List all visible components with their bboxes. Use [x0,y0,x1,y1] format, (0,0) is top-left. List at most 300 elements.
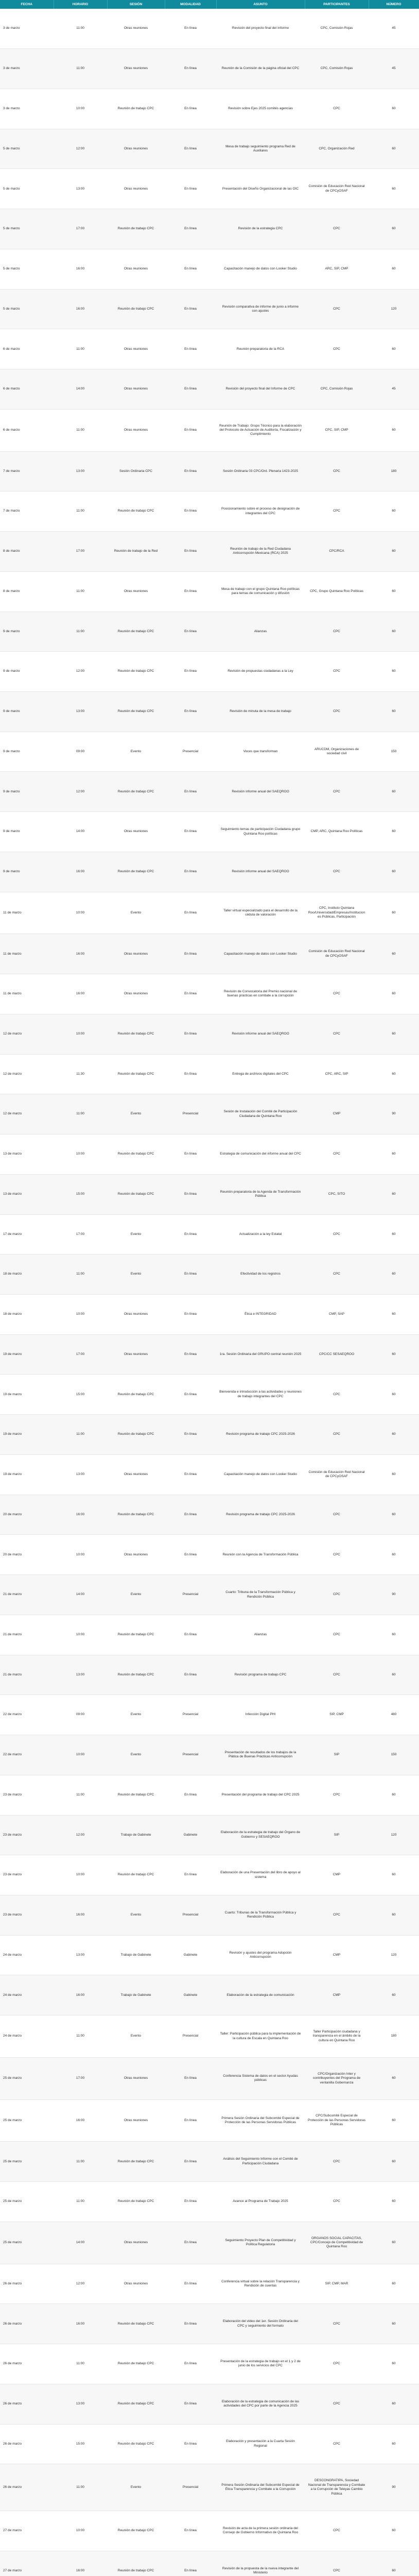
cell-asunto: Revisión de acta de la primera sesión ordinaria del Consejo de Gobierno Informativo de Quintana Roo [216,2511,305,2551]
cell-sesion: Otras reuniones [107,369,165,410]
cell-sesion: Reunión de trabajo CPC [107,852,165,892]
table-row [0,1935,419,1975]
table-row [0,9,419,49]
cell-numero: 60 [369,892,419,934]
cell-numero: 150 [369,732,419,772]
cell-asunto: Revisión de minuta de la mesa de trabajo [216,691,305,732]
cell-horario: 13:00 [54,169,107,209]
cell-participantes: CPC [305,2182,369,2222]
cell-sesion: Reunión de trabajo CPC [107,612,165,652]
cell-sesion: Otras reuniones [107,812,165,852]
cell-participantes: CMP [305,1935,369,1975]
cell-modalidad: En línea [165,612,216,652]
cell-participantes: CPC, Grupo Quintana Roo Políticas [305,571,369,612]
cell-sesion: Trabajo de Gabinete [107,1975,165,2015]
table-row [0,169,419,209]
cell-asunto: Mesa de trabajo seguimiento programa Red de Auxiliares [216,129,305,169]
cell-numero: 480 [369,1695,419,1735]
cell-numero: 60 [369,571,419,612]
cell-sesion: Otras reuniones [107,249,165,289]
cell-numero: 60 [369,1174,419,1214]
cell-participantes: CPC [305,1615,369,1655]
cell-numero: 60 [369,2551,419,2576]
cell-participantes: CPC [305,451,369,492]
cell-asunto: Revisión de Convocatoria del Premio nacional de buenas prácticas en combate a la corrupción [216,974,305,1014]
table-row [0,2304,419,2344]
cell-numero: 60 [369,1214,419,1255]
cell-asunto: Revisión del proyecto final del Informe [216,9,305,49]
table-row [0,2264,419,2304]
cell-fecha: 3 de marzo [0,89,54,129]
cell-fecha: 8 de marzo [0,571,54,612]
cell-sesion: Reunión de trabajo CPC [107,289,165,329]
cell-horario: 16:00 [54,934,107,974]
cell-fecha: 6 de marzo [0,369,54,410]
cell-participantes: CPC [305,1255,369,1295]
cell-modalidad: En línea [165,492,216,532]
cell-sesion: Trabajo de Gabinete [107,1935,165,1975]
table-row [0,1975,419,2015]
cell-fecha: 24 de marzo [0,1935,54,1975]
cell-modalidad: Presencial [165,1735,216,1775]
cell-fecha: 19 de marzo [0,1415,54,1455]
cell-sesion: Otras reuniones [107,571,165,612]
cell-participantes: CPC [305,89,369,129]
cell-participantes: SIP [305,1815,369,1855]
cell-sesion: Reunión de trabajo CPC [107,1415,165,1455]
table-row [0,934,419,974]
cell-participantes: CMP [305,1975,369,2015]
cell-modalidad: En línea [165,409,216,451]
table-row [0,2424,419,2464]
cell-participantes: CPC [305,2344,369,2384]
cell-sesion: Reunión de trabajo CPC [107,2304,165,2344]
table-row [0,691,419,732]
cell-sesion: Reunión de trabajo CPC [107,2551,165,2576]
cell-participantes: Comisión de Educación Red Nacional de CPCyOSAF [305,1454,369,1495]
cell-asunto: Posicionamiento sobre el proceso de designación de integrantes del CPC [216,492,305,532]
cell-asunto: Entrega de archivos digitales del CPC [216,1054,305,1094]
cell-sesion: Evento [107,1735,165,1775]
cell-horario: 11:00 [54,492,107,532]
cell-fecha: 11 de marzo [0,892,54,934]
cell-modalidad: En línea [165,2264,216,2304]
cell-asunto: Revisión de la estrategia CPC [216,209,305,249]
cell-modalidad: En línea [165,772,216,812]
cell-sesion: Reunión de trabajo CPC [107,89,165,129]
cell-fecha: 26 de marzo [0,2384,54,2424]
cell-sesion: Reunión de trabajo CPC [107,1775,165,1815]
cell-modalidad: En línea [165,1334,216,1375]
cell-horario: 14:00 [54,2222,107,2264]
cell-fecha: 26 de marzo [0,2304,54,2344]
cell-asunto: Presentación del programa de trabajo del CPC 2025 [216,1775,305,1815]
cell-horario: 17:00 [54,1214,107,1255]
cell-asunto: Reunión preparatoria de la RCA [216,329,305,369]
cell-modalidad: En línea [165,451,216,492]
table-row [0,852,419,892]
cell-sesion: Evento [107,1895,165,1936]
cell-participantes: CPC, Comisión Rojas [305,369,369,410]
cell-fecha: 7 de marzo [0,492,54,532]
cell-horario: 16:00 [54,249,107,289]
cell-numero: 60 [369,1495,419,1535]
cell-numero: 60 [369,1615,419,1655]
cell-participantes: CPC/Organización Inter y contribuyentes del Programa de ventanilla Gobernanza [305,2057,369,2099]
cell-numero: 60 [369,2424,419,2464]
table-row [0,2182,419,2222]
cell-participantes: CPC, SIP, CMP [305,409,369,451]
cell-horario: 16:00 [54,2304,107,2344]
cell-horario: 15:00 [54,1375,107,1415]
cell-sesion: Otras reuniones [107,1454,165,1495]
cell-sesion: Otras reuniones [107,2099,165,2142]
cell-modalidad: En línea [165,812,216,852]
cell-modalidad: En línea [165,2551,216,2576]
table-row [0,451,419,492]
cell-participantes: CPC/Subcomité Especial de Protección de las Personas Servidoras Públicas [305,2099,369,2142]
table-body [0,9,419,2576]
table-row [0,1214,419,1255]
cell-sesion: Otras reuniones [107,49,165,89]
cell-sesion: Evento [107,892,165,934]
cell-numero: 60 [369,1535,419,1575]
cell-sesion: Otras reuniones [107,329,165,369]
table-row [0,732,419,772]
table-row [0,1895,419,1936]
cell-horario: 11:00 [54,409,107,451]
cell-participantes: DESCONGRATIPA, Sociedad Nacional de Transparencia y Combate a la Corrupción de Teleyas Cambio Pública [305,2464,369,2511]
cell-horario: 10:00 [54,1735,107,1775]
cell-modalidad: En línea [165,1454,216,1495]
cell-participantes: CPC [305,2511,369,2551]
cell-sesion: Otras reuniones [107,9,165,49]
cell-asunto: Primera Sesión Ordinaria del Subcomité Especial de Protección de las Personas Servidoras Públicas [216,2099,305,2142]
cell-modalidad: En línea [165,1214,216,1255]
cell-participantes: CPC [305,209,369,249]
cell-numero: 120 [369,1935,419,1975]
cell-horario: 12:00 [54,2264,107,2304]
cell-modalidad: En línea [165,1855,216,1895]
cell-asunto: Estrategia de comunicación del informe anual del CPC [216,1134,305,1175]
cell-numero: 60 [369,2142,419,2182]
cell-participantes: CPC [305,2551,369,2576]
cell-horario: 11:00 [54,571,107,612]
cell-horario: 11:00 [54,9,107,49]
cell-participantes: CPC [305,2304,369,2344]
cell-participantes: CPC [305,1575,369,1615]
cell-fecha: 5 de marzo [0,129,54,169]
header-sesion: SESIÓN [107,0,165,9]
cell-sesion: Reunión de trabajo CPC [107,1615,165,1655]
cell-fecha: 5 de marzo [0,289,54,329]
cell-sesion: Reunión de trabajo CPC [107,1495,165,1535]
cell-fecha: 13 de marzo [0,1174,54,1214]
table-row [0,409,419,451]
cell-modalidad: En línea [165,892,216,934]
cell-sesion: Otras reuniones [107,129,165,169]
cell-horario: 10:00 [54,1615,107,1655]
cell-sesion: Otras reuniones [107,1334,165,1375]
cell-modalidad: En línea [165,2057,216,2099]
cell-numero: 180 [369,451,419,492]
cell-fecha: 21 de marzo [0,1575,54,1615]
cell-numero: 60 [369,329,419,369]
cell-numero: 60 [369,2511,419,2551]
cell-horario: 13:00 [54,691,107,732]
cell-sesion: Reunión de trabajo CPC [107,2182,165,2222]
cell-asunto: Elaboración de la estrategia de trabajo del Órgano de Gobierno y SESAEQROO [216,1815,305,1855]
cell-asunto: Revisión informe anual del SAEQROO [216,772,305,812]
cell-numero: 60 [369,1054,419,1094]
cell-horario: 13:00 [54,1454,107,1495]
cell-asunto: Avance al Programa de Trabajo 2025 [216,2182,305,2222]
cell-numero: 60 [369,2304,419,2344]
cell-modalidad: En línea [165,1295,216,1335]
cell-participantes: CPC, Comisión Rojas [305,49,369,89]
cell-fecha: 5 de marzo [0,169,54,209]
cell-modalidad: En línea [165,49,216,89]
cell-numero: 45 [369,369,419,410]
table-row [0,2464,419,2511]
table-row [0,89,419,129]
cell-participantes: ARC, SIP, CMP [305,249,369,289]
cell-participantes: ARUCDM, Organizaciones de sociedad civil [305,732,369,772]
cell-participantes: CPC [305,2142,369,2182]
cell-sesion: Evento [107,2464,165,2511]
cell-asunto: Seguimiento Proyecto Plan de Competitividad y Política Regulatoria [216,2222,305,2264]
header-numero: NÚMERO [369,0,419,9]
cell-fecha: 12 de marzo [0,1054,54,1094]
cell-asunto: Revisión de la propuesta de la nueva integrante del Ministerio [216,2551,305,2576]
cell-asunto: Revisión programa de trabajo CPC 2025-2026 [216,1495,305,1535]
cell-participantes: CMP, ARC, Quintana Roo Políticas [305,812,369,852]
cell-fecha: 19 de marzo [0,1454,54,1495]
cell-participantes: CPC [305,852,369,892]
cell-participantes: CPC [305,691,369,732]
table-row [0,209,419,249]
cell-modalidad: Presencial [165,732,216,772]
cell-modalidad: En línea [165,369,216,410]
cell-numero: 60 [369,1454,419,1495]
cell-asunto: Elaboración y presentación a la Cuarta Sesión Regional [216,2424,305,2464]
cell-participantes: CPC [305,329,369,369]
table-row [0,612,419,652]
cell-sesion: Evento [107,1214,165,1255]
cell-sesion: Evento [107,2015,165,2058]
cell-asunto: Seguimiento temas de participación Ciudadana grupo Quintana Roo políticas [216,812,305,852]
cell-asunto: Primera Sesión Ordinaria del Subcomité Especial de Ética Transparencia y Combate a la Corrupción [216,2464,305,2511]
cell-modalidad: Presencial [165,1695,216,1735]
cell-modalidad: En línea [165,169,216,209]
cell-sesion: Reunión de trabajo CPC [107,2511,165,2551]
cell-asunto: Efectividad de los registros [216,1255,305,1295]
cell-horario: 17:00 [54,209,107,249]
cell-numero: 60 [369,1255,419,1295]
cell-horario: 10:00 [54,1855,107,1895]
cell-fecha: 23 de marzo [0,1895,54,1936]
cell-numero: 60 [369,2344,419,2384]
cell-numero: 60 [369,1655,419,1695]
cell-fecha: 23 de marzo [0,1855,54,1895]
cell-participantes: CPC [305,1775,369,1815]
cell-fecha: 27 de marzo [0,2511,54,2551]
cell-asunto: Alianzas [216,612,305,652]
table-row [0,492,419,532]
cell-modalidad: En línea [165,974,216,1014]
cell-fecha: 26 de marzo [0,2464,54,2511]
cell-fecha: 21 de marzo [0,1615,54,1655]
cell-participantes: CPC [305,612,369,652]
cell-horario: 11:00 [54,612,107,652]
cell-asunto: Presentación de resultados de los trabajos de la Plática de Buenas Prácticas Anticorrupción [216,1735,305,1775]
cell-sesion: Otras reuniones [107,934,165,974]
cell-asunto: Revisión y ajustes del programa Adopción Anticorrupción [216,1935,305,1975]
cell-modalidad: En línea [165,1054,216,1094]
cell-numero: 60 [369,249,419,289]
cell-asunto: Cuarto: Tribuna de la Transformación Pública y Rendición Pública [216,1575,305,1615]
table-row [0,1535,419,1575]
cell-numero: 60 [369,2222,419,2264]
cell-participantes: SIP, CMP, MAR [305,2264,369,2304]
cell-modalidad: Gabinete [165,1975,216,2015]
cell-asunto: Actualización a la ley Estatal [216,1214,305,1255]
header-fecha: FECHA [0,0,54,9]
cell-horario: 14:00 [54,1575,107,1615]
cell-participantes: CPC [305,492,369,532]
cell-numero: 90 [369,1575,419,1615]
cell-horario: 13:00 [54,2384,107,2424]
cell-modalidad: En línea [165,1255,216,1295]
cell-numero: 60 [369,772,419,812]
cell-modalidad: En línea [165,1415,216,1455]
cell-modalidad: En línea [165,1535,216,1575]
cell-numero: 60 [369,492,419,532]
cell-numero: 150 [369,1735,419,1775]
cell-modalidad: En línea [165,1655,216,1695]
cell-asunto: 1ra. Sesión Ordinaria del GRUPO central reunión 2025 [216,1334,305,1375]
cell-sesion: Otras reuniones [107,2222,165,2264]
cell-horario: 16:00 [54,2099,107,2142]
cell-participantes: CPC [305,1415,369,1455]
cell-horario: 17:00 [54,1334,107,1375]
cell-numero: 60 [369,2264,419,2304]
table-row [0,1295,419,1335]
cell-asunto: Reunión de trabajo de la Red Ciudadana Anticorrupción Mexicana (RCA) 2025 [216,532,305,572]
cell-asunto: Revisión informe anual del SAEQROO [216,1014,305,1054]
cell-fecha: 9 de marzo [0,812,54,852]
cell-sesion: Reunión de trabajo CPC [107,2142,165,2182]
cell-fecha: 24 de marzo [0,2015,54,2058]
cell-horario: 10:00 [54,2511,107,2551]
table-row [0,1735,419,1775]
cell-asunto: Revisión del proyecto final del Informe de CPC [216,369,305,410]
cell-participantes: CPC, SITO [305,1174,369,1214]
cell-numero: 60 [369,2099,419,2142]
cell-participantes: CPC, Organización Red [305,129,369,169]
cell-asunto: Revisión de propuestas ciudadanas a la Ley [216,652,305,692]
cell-horario: 10:00 [54,1535,107,1575]
cell-fecha: 11 de marzo [0,974,54,1014]
cell-fecha: 26 de marzo [0,2344,54,2384]
cell-asunto: Revisión programa de trabajo CPC 2025-2026 [216,1415,305,1455]
cell-fecha: 20 de marzo [0,1495,54,1535]
cell-horario: 09:00 [54,1695,107,1735]
cell-horario: 17:00 [54,2057,107,2099]
cell-sesion: Otras reuniones [107,1295,165,1335]
cell-asunto: Reunión de la Comisión de la página oficial del CPC [216,49,305,89]
cell-asunto: Cuarto: Tribunas de la Transformación Pública y Rendición Pública [216,1895,305,1936]
cell-fecha: 25 de marzo [0,2099,54,2142]
cell-numero: 60 [369,532,419,572]
table-row [0,892,419,934]
cell-numero: 60 [369,612,419,652]
cell-fecha: 18 de marzo [0,1255,54,1295]
cell-fecha: 6 de marzo [0,329,54,369]
table-row [0,1575,419,1615]
cell-sesion: Reunión de trabajo CPC [107,1375,165,1415]
cell-asunto: Revisión sobre Ejes 2025 comités agencias [216,89,305,129]
cell-asunto: Reunión preparatoria de la Agenda de Transformación Pública [216,1174,305,1214]
cell-horario: 13:00 [54,1655,107,1695]
cell-asunto: Revisión comparativa de informe de junio a informe con ajustes [216,289,305,329]
cell-participantes: CPC [305,772,369,812]
table-row [0,772,419,812]
cell-modalidad: En línea [165,1174,216,1214]
cell-fecha: 25 de marzo [0,2182,54,2222]
cell-sesion: Sesión Ordinaria CPC [107,451,165,492]
cell-asunto: Capacitación manejo de datos con Looker Studio [216,249,305,289]
table-row [0,1134,419,1175]
table-row [0,1094,419,1134]
cell-participantes: Taller Participación ciudadana y transparencia en el ámbito de la cultura en Quintana Roo [305,2015,369,2058]
cell-fecha: 5 de marzo [0,209,54,249]
cell-asunto: Capacitación manejo de datos con Looker Studio [216,934,305,974]
table-row [0,1495,419,1535]
table-row [0,1255,419,1295]
cell-fecha: 26 de marzo [0,2424,54,2464]
cell-horario: 16:00 [54,1975,107,2015]
cell-sesion: Reunión de trabajo CPC [107,2424,165,2464]
cell-numero: 90 [369,1094,419,1134]
table-row [0,532,419,572]
cell-participantes: CPC [305,1655,369,1695]
cell-fecha: 6 de marzo [0,409,54,451]
cell-sesion: Reunión de trabajo CPC [107,691,165,732]
cell-asunto: Mesa de trabajo con el grupo Quintana Roo políticas para temas de comunicación y difusión [216,571,305,612]
cell-participantes: SIP [305,1735,369,1775]
cell-modalidad: En línea [165,129,216,169]
cell-modalidad: En línea [165,2304,216,2344]
cell-participantes: CPC [305,1014,369,1054]
cell-asunto: Reunión con la Agencia de Transformación Pública [216,1535,305,1575]
cell-asunto: Elaboración de una Presentación del libro de apoyo al sistema [216,1855,305,1895]
cell-numero: 60 [369,2057,419,2099]
cell-modalidad: Gabinete [165,1935,216,1975]
table-row [0,2222,419,2264]
header-participantes: PARTICIPANTES [305,0,369,9]
cell-fecha: 9 de marzo [0,652,54,692]
table-row [0,571,419,612]
cell-horario: 14:00 [54,812,107,852]
cell-modalidad: Gabinete [165,1815,216,1855]
table-row [0,2015,419,2058]
cell-sesion: Reunión de trabajo CPC [107,652,165,692]
cell-asunto: Alianzas [216,1615,305,1655]
cell-numero: 60 [369,1415,419,1455]
cell-sesion: Reunión de trabajo CPC [107,1855,165,1895]
cell-horario: 11:00 [54,49,107,89]
